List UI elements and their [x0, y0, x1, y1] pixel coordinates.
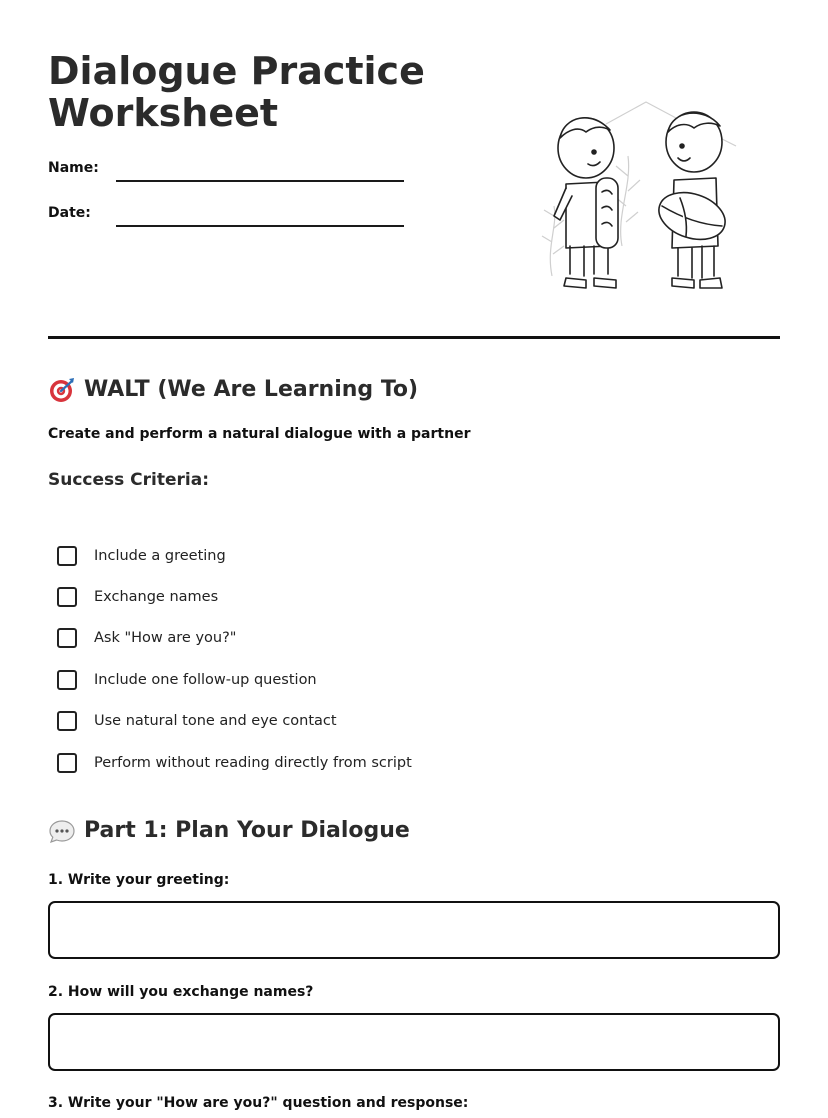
target-dart-icon [48, 376, 76, 404]
part1-heading-text: Part 1: Plan Your Dialogue [84, 818, 410, 843]
criteria-item[interactable] [57, 701, 657, 742]
criteria-item[interactable] [57, 618, 657, 659]
criteria-checkbox[interactable] [57, 711, 77, 731]
date-label: Date: [48, 205, 91, 221]
criteria-checkbox[interactable] [57, 628, 77, 648]
date-field[interactable] [116, 225, 404, 227]
criteria-item[interactable] [57, 535, 657, 576]
criteria-checkbox[interactable] [57, 753, 77, 773]
question-label: 3. Write your "How are you?" question and response: [48, 1095, 469, 1111]
question-label: 2. How will you exchange names? [48, 984, 314, 1000]
walt-objective: Create and perform a natural dialogue with a partner [48, 426, 471, 442]
walt-heading [48, 376, 418, 404]
name-label: Name: [48, 160, 99, 176]
criteria-item[interactable] [57, 576, 657, 617]
names-answer-field[interactable] [48, 1013, 780, 1071]
part1-heading [48, 817, 410, 845]
header-divider [48, 336, 780, 339]
two-boys-illustration-icon [536, 96, 746, 308]
speech-bubble-icon [48, 817, 76, 845]
success-criteria-heading: Success Criteria: [48, 470, 210, 490]
worksheet-title: Dialogue Practice Worksheet [48, 49, 425, 135]
criteria-label: Use natural tone and eye contact [94, 713, 337, 730]
criteria-label: Include one follow-up question [94, 671, 317, 688]
name-field[interactable] [116, 180, 404, 182]
walt-heading-text: WALT (We Are Learning To) [84, 377, 419, 402]
criteria-checkbox[interactable] [57, 546, 77, 566]
criteria-checkbox[interactable] [57, 670, 77, 690]
success-criteria-list [57, 535, 657, 783]
criteria-label: Ask "How are you?" [94, 630, 237, 647]
criteria-item[interactable] [57, 659, 657, 700]
criteria-item[interactable] [57, 742, 657, 783]
greeting-answer-field[interactable] [48, 901, 780, 959]
question-label: 1. Write your greeting: [48, 872, 230, 888]
criteria-label: Exchange names [94, 589, 219, 606]
criteria-label: Include a greeting [94, 547, 226, 564]
criteria-checkbox[interactable] [57, 587, 77, 607]
criteria-label: Perform without reading directly from script [94, 754, 412, 771]
